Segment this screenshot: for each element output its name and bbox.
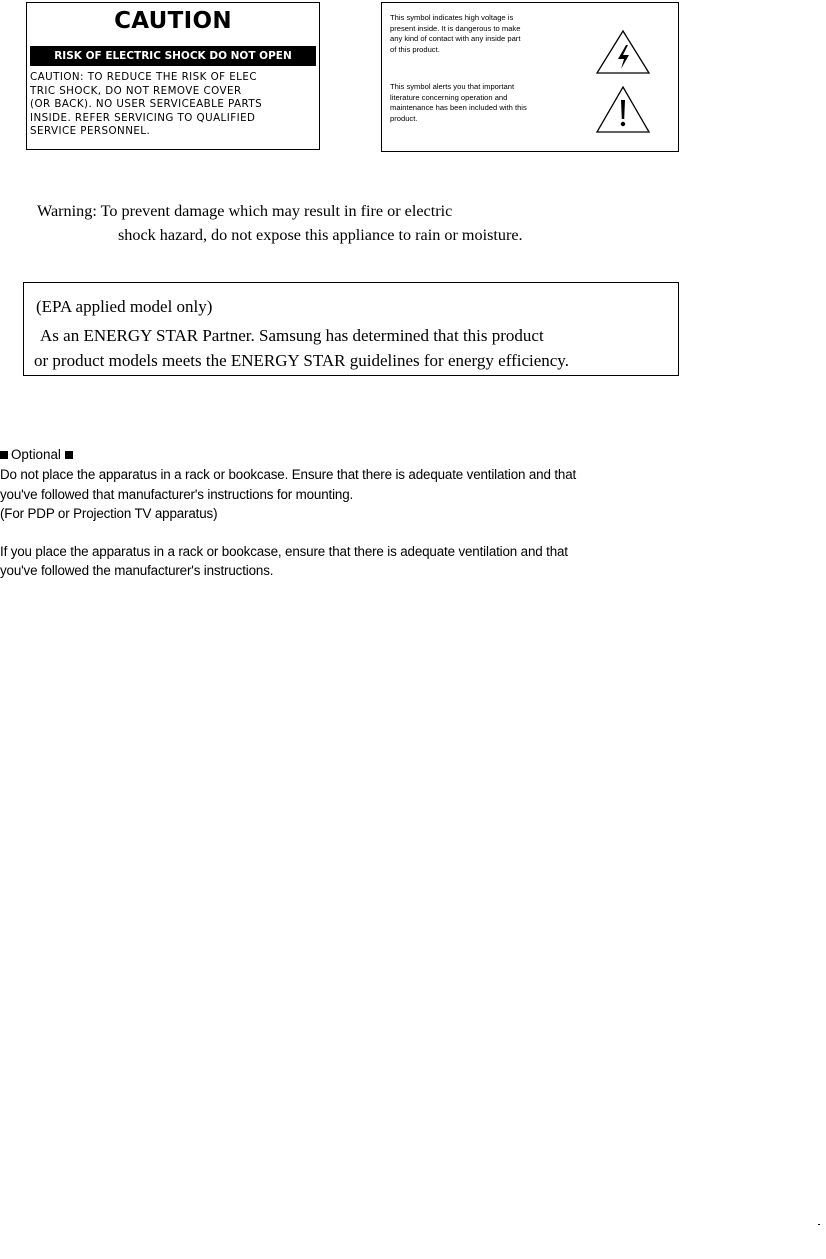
warning-text-line: Warning: To prevent damage which may result in fire or electric [37,202,453,220]
lightning-warning-icon [595,28,651,76]
optional-heading [0,445,576,465]
paragraph-line: you've followed that manufacturer's instructions for mounting. [0,486,354,502]
description-line: This symbol indicates high voltage is [390,13,514,22]
caution-subtitle-band: RISK OF ELECTRIC SHOCK DO NOT OPEN [30,46,316,66]
caution-body-line: CAUTION: TO REDUCE THE RISK OF ELEC [30,71,257,83]
caution-body-line: TRIC SHOCK, DO NOT REMOVE COVER [30,84,242,97]
energy-star-box [23,282,679,376]
epa-label: (EPA applied model only) [36,297,213,316]
caution-title: CAUTION [114,8,232,34]
energy-star-statement [34,323,569,373]
paragraph-gap [0,524,576,542]
description-line: present inside. It is dangerous to make [390,23,521,33]
paragraph-line: Do not place the apparatus in a rack or bookcase. Ensure that there is adequate ventilation and that [0,467,577,482]
square-bullet-icon [0,451,8,459]
description-line: literature concerning operation and [390,92,508,102]
statement-line: As an ENERGY STAR Partner. Samsung has determined that this product [40,326,544,345]
warning-text-line: shock hazard, do not expose this appliance to rain or moisture. [118,226,523,244]
paragraph-line: you've followed the manufacturer's instructions. [0,563,274,579]
scan-mark [818,1224,820,1225]
optional-section [0,445,576,581]
optional-heading-text: Optional [11,447,61,462]
high-voltage-description [390,13,600,55]
alert-description [390,82,600,124]
paragraph-line: If you place the apparatus in a rack or bookcase, ensure that there is adequate ventilation and that [0,543,568,559]
description-line: maintenance has been included with this [390,103,527,113]
caution-label-box [26,2,320,150]
description-line: This symbol alerts you that important [390,82,515,91]
caution-body-text [30,71,317,139]
description-line: product. [390,113,418,123]
paragraph-line: (For PDP or Projection TV apparatus) [0,506,218,522]
square-bullet-icon [65,451,73,459]
description-line: of this product. [390,44,440,54]
caution-body-line: (OR BACK). NO USER SERVICEABLE PARTS [30,98,263,111]
caution-body-line: SERVICE PERSONNEL. [30,125,151,138]
exclamation-warning-icon [595,84,651,136]
caution-body-line: INSIDE. REFER SERVICING TO QUALIFIED [30,111,256,124]
symbols-explanation-box [381,2,679,152]
statement-line: or product models meets the ENERGY STAR guidelines for energy efficiency. [34,351,569,370]
description-line: any kind of contact with any inside part [390,34,521,44]
